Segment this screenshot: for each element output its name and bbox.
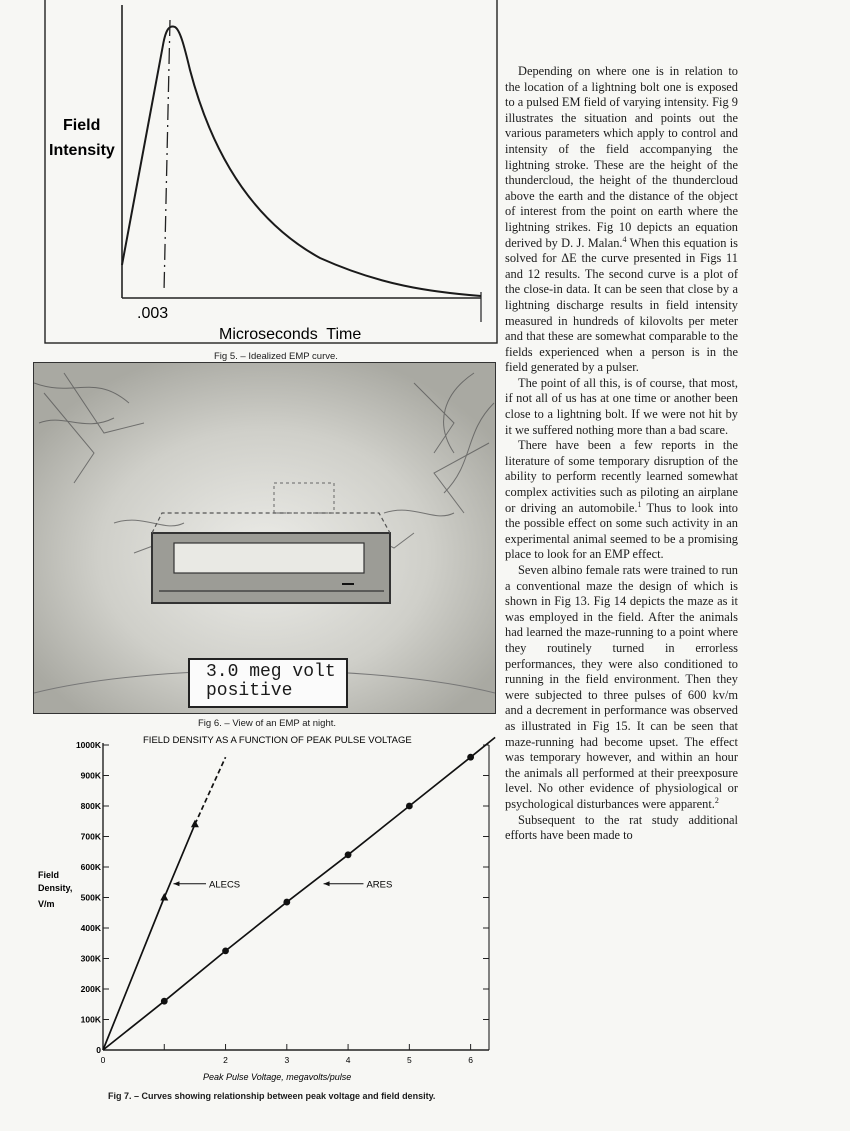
fig7-point-ares — [222, 947, 229, 954]
fig7-y-tick-label: 200K — [80, 984, 101, 994]
fig7-point-ares — [345, 851, 352, 858]
fig5-ylabel-line2: Intensity — [49, 142, 115, 159]
fig7-ylabel-line1: Field — [38, 870, 60, 880]
fig5-frame — [45, 0, 497, 343]
fig5-emp-curve — [0, 0, 500, 350]
fig7-y-tick-label: 1000K — [75, 740, 101, 750]
paragraph-5: Subsequent to the rat study additional efforts have been made to — [505, 812, 738, 843]
fig7-y-tick-label: 600K — [80, 862, 101, 872]
fig7-xlabel: Peak Pulse Voltage, megavolts/pulse — [203, 1072, 352, 1082]
fig6-photo-label-line1: 3.0 meg volt — [206, 662, 336, 682]
fig7-y-tick-label: 0 — [96, 1045, 101, 1055]
fig7-x-tick-label: 2 — [223, 1055, 228, 1065]
fig7-x-tick-label: 3 — [284, 1055, 290, 1065]
fig6-photo-label-line2: positive — [206, 681, 293, 701]
fig7-point-alecs — [160, 893, 168, 901]
fig7-point-ares — [406, 803, 413, 810]
fig5-caption: Fig 5. – Idealized EMP curve. — [214, 351, 338, 362]
fig7-ylabel-line3: V/m — [38, 899, 55, 909]
fig7-label-arrowhead — [173, 881, 179, 886]
fig6-caption: Fig 6. – View of an EMP at night. — [198, 718, 337, 729]
fig7-y-tick-label: 700K — [80, 831, 101, 842]
fig7-x-tick-label: 6 — [468, 1055, 473, 1065]
paragraph-2: The point of all this, is of course, that most, if not all of us has at one time or another been close to a lightning bolt. If we were not hit by it we suffered nothing more than a bad scare. — [505, 375, 738, 437]
fig7-y-tick-label: 100K — [80, 1014, 101, 1025]
fig5-pulse-curve — [122, 26, 481, 296]
paragraph-4: Seven albino female rats were trained to run a conventional maze the design of which is shown in Fig 13. Fig 14 depicts the maze as it was employed in the field. After the animals had learned the maze-running to a point where they routinely turned in errorless performances, they were also conditioned to running in the field environment. Then they were subjected to three pulses of 600 kv/m and a decrement in performance was observed as illustrated in Fig 15. It can be seen that maze-running had become upset. The effect was temporary however, and within an hour the animals all performed at their preexposure level. No other evidence of physiological or psychological disturbances were apparent.$^2$ — [505, 563, 738, 811]
fig6-photo-label — [188, 658, 348, 708]
paragraph-3: There have been a few reports in the literature of some temporary disruption of the ability to perform recently learned somewhat complex activities such as piloting an airplane or driving an automobile.$^1$ Thus to look into the possible effect on some such activity in an experimental animal seemed to be a promising place to look for an EMP effect. — [505, 438, 739, 562]
fig7-x-tick-label: 5 — [406, 1055, 412, 1065]
fig5-tick-label: .003 — [137, 305, 169, 322]
article-body — [505, 64, 738, 844]
fig7-point-ares — [283, 899, 290, 906]
fig7-line-alecs-extrapolated — [195, 757, 226, 824]
paragraph-1: Depending on where one is in relation to the location of a lightning bolt one is exposed to a pulsed EM field of varying intensity. Fig 9 illustrates the situation and points out the various parameters which apply to control and intensity of the field accompanying the lightning stroke. These are the height of the thundercloud, the height of the thundercloud above the earth and the distance of the object of interest from the point on earth where the lightning strikes. Fig 10 depicts an equation derived by D. J. Malan.$^4$ When this equation is solved for ΔE the curve presented in Figs 11 and 12 results. The second curve is a plot of the close-in data. It can be seen that close by a lightning discharge results in field intensity measured in hundreds of kilovolts per meter and that these are somewhat comparable to the fields experienced when a person is in the field generated by a pulser. — [505, 64, 738, 375]
fig5-ylabel-line1: Field — [63, 117, 101, 134]
fig7-label-arrowhead — [324, 881, 330, 886]
fig7-series-label: ALECS — [208, 879, 241, 891]
fig7-line-alecs — [103, 824, 195, 1050]
fig7-ylabel-line2: Density, — [38, 883, 73, 893]
fig7-y-tick-label: 800K — [80, 801, 101, 811]
fig7-y-tick-label: 400K — [80, 923, 101, 933]
fig7-x-tick-label: 4 — [345, 1055, 351, 1065]
fig7-y-tick-label: 500K — [80, 892, 101, 903]
fig5-peak-dashline — [164, 20, 170, 292]
fig7-chart — [0, 730, 500, 1130]
fig7-y-tick-label: 900K — [80, 770, 101, 781]
fig5-xlabel: Microseconds Time — [219, 326, 362, 343]
fig7-x-tick-label: 0 — [100, 1055, 106, 1065]
fig7-point-ares — [161, 998, 168, 1005]
fig7-point-ares — [467, 754, 474, 761]
fig7-point-alecs — [191, 820, 199, 828]
fig7-series-label: ARES — [366, 879, 393, 891]
fig7-title: FIELD DENSITY AS A FUNCTION OF PEAK PULSE VOLTAGE — [143, 735, 412, 746]
fig7-y-tick-label: 300K — [80, 953, 101, 964]
fig7-caption: Fig 7. – Curves showing relationship between peak voltage and field density. — [108, 1091, 436, 1101]
